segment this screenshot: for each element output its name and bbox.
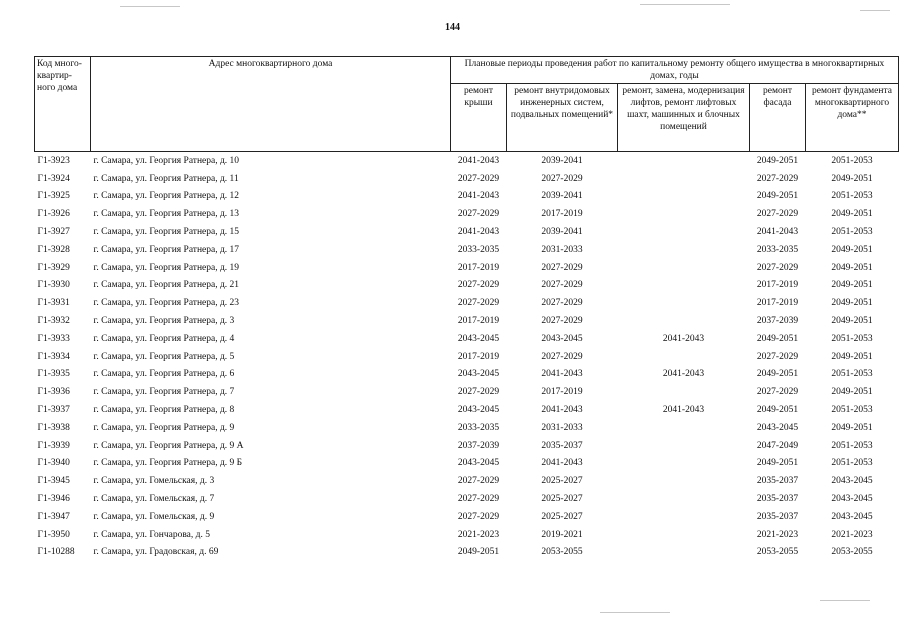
cell-engineering: 2027-2029 xyxy=(541,173,583,184)
scan-noise xyxy=(820,600,870,601)
cell-address: г. Самара, ул. Гомельская, д. 7 xyxy=(93,494,215,505)
cell-engineering: 2041-2043 xyxy=(541,405,583,416)
table-row xyxy=(35,401,899,419)
cell-lifts xyxy=(618,205,750,223)
cell-lifts xyxy=(618,419,750,437)
cell-lifts: 2041-2043 xyxy=(662,369,705,380)
cell-facade: 2047-2049 xyxy=(756,440,799,451)
cell-address: г. Самара, ул. Георгия Ратнера, д. 9 Б xyxy=(93,458,243,469)
cell-foundation: 2049-2051 xyxy=(831,262,873,273)
cell-code: Г1-3947 xyxy=(37,511,70,522)
cell-address: г. Самара, ул. Гомельская, д. 3 xyxy=(93,476,215,487)
cell-address: г. Самара, ул. Георгия Ратнера, д. 12 xyxy=(93,191,240,202)
cell-engineering: 2035-2037 xyxy=(541,440,583,451)
cell-engineering: 2027-2029 xyxy=(541,262,583,273)
cell-code: Г1-3936 xyxy=(37,387,70,398)
cell-address: г. Самара, ул. Георгия Ратнера, д. 4 xyxy=(93,333,235,344)
cell-address: г. Самара, ул. Георгия Ратнера, д. 19 xyxy=(93,262,240,273)
cell-foundation: 2049-2051 xyxy=(831,298,873,309)
cell-foundation: 2051-2053 xyxy=(831,458,873,469)
page-number: 144 xyxy=(445,22,460,33)
table-row xyxy=(35,330,899,348)
cell-roof: 2017-2019 xyxy=(457,316,500,327)
scan-noise xyxy=(600,612,670,613)
cell-address: г. Самара, ул. Георгия Ратнера, д. 23 xyxy=(93,298,240,309)
cell-engineering: 2039-2041 xyxy=(541,227,583,238)
cell-code: Г1-3950 xyxy=(37,529,70,540)
cell-facade: 2027-2029 xyxy=(756,173,799,184)
cell-lifts xyxy=(618,348,750,366)
cell-code: Г1-3924 xyxy=(37,173,70,184)
table-row xyxy=(35,152,899,170)
cell-roof: 2043-2045 xyxy=(457,333,500,344)
header-lifts: ремонт, замена, модернизация лифтов, ремонт лифтовых шахт, машинных и блочных помещений xyxy=(618,84,750,152)
table-row xyxy=(35,205,899,223)
cell-lifts xyxy=(618,223,750,241)
cell-lifts xyxy=(618,508,750,526)
cell-foundation: 2043-2045 xyxy=(831,511,873,522)
table-row xyxy=(35,455,899,473)
cell-address: г. Самара, ул. Георгия Ратнера, д. 15 xyxy=(93,227,240,238)
table-row xyxy=(35,312,899,330)
cell-code: Г1-10288 xyxy=(37,547,75,558)
cell-roof: 2037-2039 xyxy=(457,440,500,451)
cell-roof: 2027-2029 xyxy=(457,511,500,522)
cell-code: Г1-3946 xyxy=(37,494,70,505)
cell-foundation: 2049-2051 xyxy=(831,351,873,362)
cell-engineering: 2027-2029 xyxy=(541,351,583,362)
cell-foundation: 2021-2023 xyxy=(831,529,873,540)
scan-noise xyxy=(120,6,180,7)
table-row xyxy=(35,419,899,437)
cell-foundation: 2051-2053 xyxy=(831,333,873,344)
header-period-group: Плановые периоды проведения работ по капитальному ремонту общего имущества в многоквартирных домах, годы xyxy=(451,57,899,84)
cell-code: Г1-3935 xyxy=(37,369,70,380)
cell-engineering: 2041-2043 xyxy=(541,458,583,469)
cell-roof: 2041-2043 xyxy=(457,227,500,238)
cell-facade: 2033-2035 xyxy=(756,244,799,255)
cell-foundation: 2051-2053 xyxy=(831,405,873,416)
cell-lifts xyxy=(618,188,750,206)
cell-roof: 2027-2029 xyxy=(457,476,500,487)
table-row xyxy=(35,294,899,312)
cell-code: Г1-3929 xyxy=(37,262,70,273)
table-row xyxy=(35,366,899,384)
table-row xyxy=(35,490,899,508)
table-row xyxy=(35,223,899,241)
cell-code: Г1-3933 xyxy=(37,333,70,344)
cell-engineering: 2019-2021 xyxy=(541,529,583,540)
cell-foundation: 2043-2045 xyxy=(831,476,873,487)
cell-lifts xyxy=(618,490,750,508)
cell-code: Г1-3930 xyxy=(37,280,70,291)
cell-lifts xyxy=(618,526,750,544)
header-foundation: ремонт фундамента многоквартирного дома** xyxy=(806,84,899,152)
cell-engineering: 2043-2045 xyxy=(541,333,583,344)
cell-lifts xyxy=(618,544,750,562)
cell-lifts: 2041-2043 xyxy=(662,405,705,416)
cell-address: г. Самара, ул. Георгия Ратнера, д. 9 А xyxy=(93,440,244,451)
cell-code: Г1-3928 xyxy=(37,244,70,255)
table-row xyxy=(35,348,899,366)
cell-roof: 2041-2043 xyxy=(457,191,500,202)
cell-facade: 2049-2051 xyxy=(756,155,799,166)
cell-roof: 2043-2045 xyxy=(457,458,500,469)
cell-address: г. Самара, ул. Георгия Ратнера, д. 7 xyxy=(93,387,235,398)
cell-engineering: 2039-2041 xyxy=(541,191,583,202)
cell-facade: 2027-2029 xyxy=(756,262,799,273)
cell-engineering: 2053-2055 xyxy=(541,547,583,558)
cell-facade: 2049-2051 xyxy=(756,458,799,469)
cell-address: г. Самара, ул. Георгия Ратнера, д. 8 xyxy=(93,405,235,416)
table-row xyxy=(35,508,899,526)
table-row xyxy=(35,472,899,490)
cell-roof: 2049-2051 xyxy=(457,547,500,558)
cell-engineering: 2031-2033 xyxy=(541,244,583,255)
table-body xyxy=(35,152,899,562)
cell-lifts xyxy=(618,294,750,312)
cell-engineering: 2027-2029 xyxy=(541,316,583,327)
cell-roof: 2021-2023 xyxy=(457,529,500,540)
cell-engineering: 2041-2043 xyxy=(541,369,583,380)
cell-code: Г1-3923 xyxy=(37,155,70,166)
cell-foundation: 2049-2051 xyxy=(831,244,873,255)
cell-code: Г1-3925 xyxy=(37,191,70,202)
scan-noise xyxy=(640,4,730,5)
cell-facade: 2035-2037 xyxy=(756,511,799,522)
cell-lifts xyxy=(618,259,750,277)
cell-engineering: 2039-2041 xyxy=(541,155,583,166)
cell-lifts xyxy=(618,472,750,490)
cell-foundation: 2051-2053 xyxy=(831,440,873,451)
cell-facade: 2027-2029 xyxy=(756,209,799,220)
table-row xyxy=(35,259,899,277)
cell-foundation: 2049-2051 xyxy=(831,209,873,220)
table-row xyxy=(35,277,899,295)
cell-roof: 2027-2029 xyxy=(457,494,500,505)
cell-roof: 2041-2043 xyxy=(457,155,500,166)
cell-roof: 2033-2035 xyxy=(457,244,500,255)
cell-roof: 2043-2045 xyxy=(457,405,500,416)
header-address: Адрес многоквартирного дома xyxy=(91,57,451,152)
cell-lifts xyxy=(618,277,750,295)
cell-foundation: 2043-2045 xyxy=(831,494,873,505)
cell-lifts xyxy=(618,455,750,473)
table-row xyxy=(35,241,899,259)
cell-foundation: 2049-2051 xyxy=(831,422,873,433)
scan-noise xyxy=(860,10,890,11)
cell-address: г. Самара, ул. Георгия Ратнера, д. 13 xyxy=(93,209,240,220)
cell-engineering: 2017-2019 xyxy=(541,209,583,220)
cell-roof: 2027-2029 xyxy=(457,209,500,220)
cell-address: г. Самара, ул. Георгия Ратнера, д. 5 xyxy=(93,351,235,362)
cell-foundation: 2051-2053 xyxy=(831,155,873,166)
cell-facade: 2021-2023 xyxy=(756,529,799,540)
cell-facade: 2043-2045 xyxy=(756,422,799,433)
cell-facade: 2027-2029 xyxy=(756,387,799,398)
capital-repair-schedule-table xyxy=(34,56,899,561)
header-engineering: ремонт внутридомовых инженерных систем, подвальных помещений* xyxy=(507,84,618,152)
cell-address: г. Самара, ул. Георгия Ратнера, д. 9 xyxy=(93,422,235,433)
cell-facade: 2049-2051 xyxy=(756,191,799,202)
cell-foundation: 2051-2053 xyxy=(831,191,873,202)
cell-roof: 2017-2019 xyxy=(457,351,500,362)
cell-address: г. Самара, ул. Георгия Ратнера, д. 6 xyxy=(93,369,235,380)
cell-foundation: 2051-2053 xyxy=(831,227,873,238)
cell-code: Г1-3926 xyxy=(37,209,70,220)
cell-foundation: 2049-2051 xyxy=(831,387,873,398)
cell-code: Г1-3937 xyxy=(37,405,70,416)
cell-lifts: 2041-2043 xyxy=(662,333,705,344)
cell-code: Г1-3939 xyxy=(37,440,70,451)
cell-facade: 2049-2051 xyxy=(756,405,799,416)
cell-engineering: 2017-2019 xyxy=(541,387,583,398)
cell-engineering: 2031-2033 xyxy=(541,422,583,433)
table-row xyxy=(35,188,899,206)
header-facade: ремонт фасада xyxy=(750,84,806,152)
cell-code: Г1-3934 xyxy=(37,351,70,362)
cell-lifts xyxy=(618,383,750,401)
cell-lifts xyxy=(618,152,750,170)
cell-foundation: 2049-2051 xyxy=(831,316,873,327)
cell-roof: 2027-2029 xyxy=(457,280,500,291)
cell-code: Г1-3927 xyxy=(37,227,70,238)
cell-foundation: 2049-2051 xyxy=(831,280,873,291)
table-row xyxy=(35,383,899,401)
cell-roof: 2027-2029 xyxy=(457,173,500,184)
cell-lifts xyxy=(618,437,750,455)
header-code: Код много-квартир-ного дома xyxy=(35,57,91,152)
cell-facade: 2017-2019 xyxy=(756,280,799,291)
cell-code: Г1-3938 xyxy=(37,422,70,433)
cell-address: г. Самара, ул. Георгия Ратнера, д. 10 xyxy=(93,155,240,166)
cell-code: Г1-3945 xyxy=(37,476,70,487)
cell-engineering: 2025-2027 xyxy=(541,511,583,522)
cell-address: г. Самара, ул. Георгия Ратнера, д. 3 xyxy=(93,316,235,327)
table-row xyxy=(35,437,899,455)
cell-code: Г1-3940 xyxy=(37,458,70,469)
cell-address: г. Самара, ул. Георгия Ратнера, д. 11 xyxy=(93,173,239,184)
cell-code: Г1-3931 xyxy=(37,298,70,309)
cell-roof: 2027-2029 xyxy=(457,387,500,398)
cell-facade: 2049-2051 xyxy=(756,369,799,380)
cell-foundation: 2053-2055 xyxy=(831,547,873,558)
cell-facade: 2035-2037 xyxy=(756,476,799,487)
cell-address: г. Самара, ул. Гончарова, д. 5 xyxy=(93,529,210,540)
cell-facade: 2049-2051 xyxy=(756,333,799,344)
table-row xyxy=(35,544,899,562)
table-row xyxy=(35,170,899,188)
cell-engineering: 2025-2027 xyxy=(541,476,583,487)
cell-roof: 2017-2019 xyxy=(457,262,500,273)
header-roof: ремонт крыши xyxy=(451,84,507,152)
cell-code: Г1-3932 xyxy=(37,316,70,327)
table-row xyxy=(35,526,899,544)
cell-foundation: 2051-2053 xyxy=(831,369,873,380)
cell-facade: 2041-2043 xyxy=(756,227,799,238)
cell-roof: 2033-2035 xyxy=(457,422,500,433)
cell-foundation: 2049-2051 xyxy=(831,173,873,184)
cell-address: г. Самара, ул. Георгия Ратнера, д. 21 xyxy=(93,280,240,291)
cell-facade: 2035-2037 xyxy=(756,494,799,505)
cell-lifts xyxy=(618,170,750,188)
cell-engineering: 2027-2029 xyxy=(541,298,583,309)
cell-engineering: 2025-2027 xyxy=(541,494,583,505)
cell-engineering: 2027-2029 xyxy=(541,280,583,291)
cell-facade: 2037-2039 xyxy=(756,316,799,327)
cell-address: г. Самара, ул. Градовская, д. 69 xyxy=(93,547,219,558)
cell-lifts xyxy=(618,312,750,330)
cell-lifts xyxy=(618,241,750,259)
cell-address: г. Самара, ул. Георгия Ратнера, д. 17 xyxy=(93,244,240,255)
cell-facade: 2027-2029 xyxy=(756,351,799,362)
cell-facade: 2017-2019 xyxy=(756,298,799,309)
cell-roof: 2043-2045 xyxy=(457,369,500,380)
cell-facade: 2053-2055 xyxy=(756,547,799,558)
cell-address: г. Самара, ул. Гомельская, д. 9 xyxy=(93,511,215,522)
cell-roof: 2027-2029 xyxy=(457,298,500,309)
